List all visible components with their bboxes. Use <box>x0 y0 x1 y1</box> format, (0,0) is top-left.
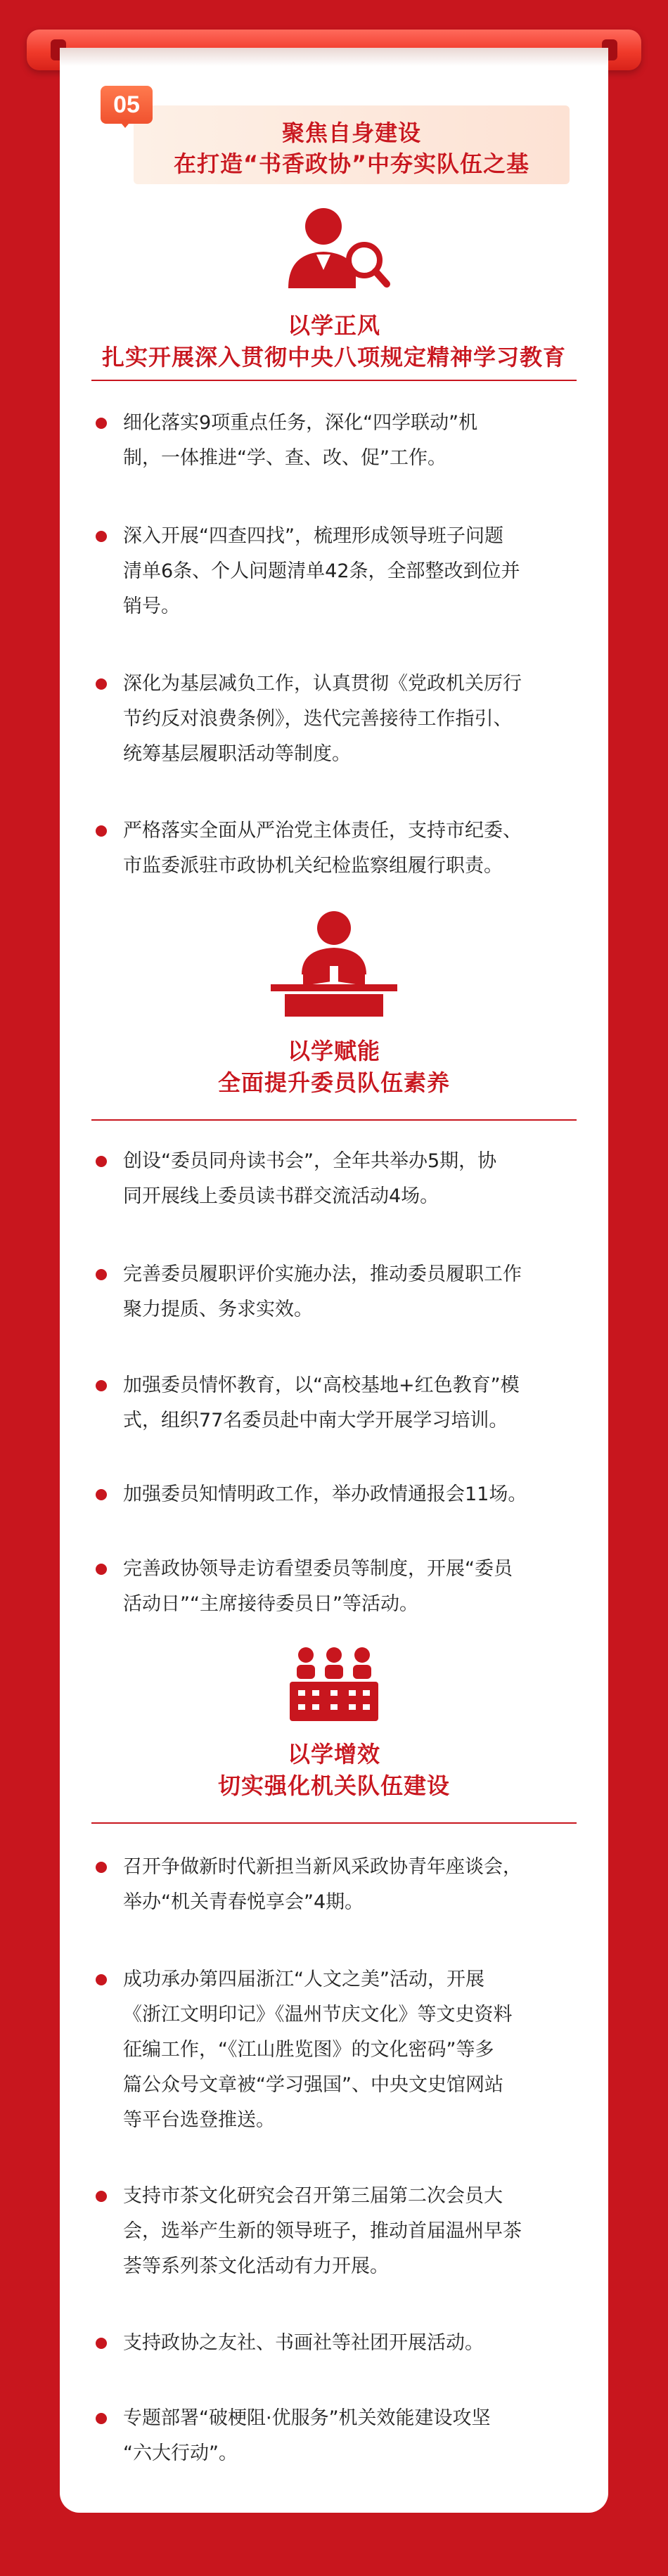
subsection-2-divider <box>91 1119 577 1121</box>
list-item: 严格落实全面从严治党主体责任，支持市纪委、 市监委派驻市政协机关纪检监察组履行职责。 <box>123 820 522 877</box>
bullet-dot <box>96 1862 107 1873</box>
meeting-icon <box>288 1645 380 1722</box>
list-item: 成功承办第四届浙江“人文之美”活动，开展 《浙江文明印记》《温州节庆文化》等文史资料 征编工作，“《江山胜览图》的文化密码”等多 篇公众号文章被“学习强国”、中央文史馆网站 等平台选登推送。 <box>123 1969 513 2131</box>
section-number-badge: 05 <box>101 86 153 124</box>
bullet-dot <box>96 1380 107 1391</box>
bullet-dot <box>96 2338 107 2349</box>
subsection-2-subtitle: 全面提升委员队伍素养 <box>217 1069 450 1096</box>
bullet-dot <box>96 1269 107 1280</box>
list-item: 完善委员履职评价实施办法，推动委员履职工作 聚力提质、务求实效。 <box>123 1263 522 1320</box>
list-item: 加强委员知情明政工作，举办政情通报会11场。 <box>123 1483 527 1505</box>
bullet-dot <box>96 1156 107 1167</box>
bullet-dot <box>96 531 107 542</box>
subsection-3-subtitle: 切实强化机关队伍建设 <box>217 1772 450 1799</box>
person-reading-icon <box>257 907 411 1019</box>
list-item: 创设“委员同舟读书会”，全年共举办5期，协 同开展线上委员读书群交流活动4场。 <box>123 1150 497 1207</box>
section-header <box>134 105 570 184</box>
badge-notch <box>118 120 132 128</box>
section-title-line1: 聚焦自身建设 <box>281 120 421 146</box>
subsection-3-title: 以学增效 <box>287 1741 380 1767</box>
bullet-dot <box>96 1489 107 1500</box>
list-item: 细化落实9项重点任务，深化“四学联动”机 制，一体推进“学、查、改、促”工作。 <box>123 412 478 469</box>
list-item: 召开争做新时代新担当新风采政协青年座谈会， 举办“机关青春悦享会”4期。 <box>123 1856 522 1913</box>
subsection-1-subtitle: 扎实开展深入贯彻中央八项规定精神学习教育 <box>101 344 566 371</box>
bullet-dot <box>96 2413 107 2424</box>
subsection-1-title: 以学正风 <box>287 312 380 339</box>
subsection-2-title: 以学赋能 <box>287 1038 380 1064</box>
bullet-dot <box>96 1974 107 1985</box>
bullet-dot <box>96 825 107 837</box>
bullet-dot <box>96 1564 107 1575</box>
list-item: 支持市茶文化研究会召开第三届第二次会员大 会，选举产生新的领导班子，推动首届温州早茶 荟等系列茶文化活动有力开展。 <box>123 2185 522 2277</box>
bullet-dot <box>96 2191 107 2202</box>
list-item: 完善政协领导走访看望委员等制度，开展“委员 活动日”“主席接待委员日”等活动。 <box>123 1558 513 1615</box>
list-item: 深化为基层减负工作，认真贯彻《党政机关厉行 节约反对浪费条例》，迭代完善接待工作指引、 统筹基层履职活动等制度。 <box>123 673 522 765</box>
bullet-dot <box>96 678 107 690</box>
section-title-line2: 在打造“书香政协”中夯实队伍之基 <box>173 150 530 177</box>
list-item: 深入开展“四查四找”，梳理形成领导班子问题 清单6条、个人问题清单42条，全部整改到位并 销号。 <box>123 525 520 617</box>
person-search-icon <box>280 202 392 294</box>
list-item: 支持政协之友社、书画社等社团开展活动。 <box>123 2332 484 2354</box>
list-item: 专题部署“破梗阻·优服务”机关效能建设攻坚 “六大行动”。 <box>123 2407 491 2464</box>
list-item: 加强委员情怀教育，以“高校基地+红色教育”模 式，组织77名委员赴中南大学开展学习培训。 <box>123 1374 520 1431</box>
subsection-3-divider <box>91 1822 577 1824</box>
subsection-1-divider <box>91 380 577 381</box>
bullet-dot <box>96 418 107 429</box>
